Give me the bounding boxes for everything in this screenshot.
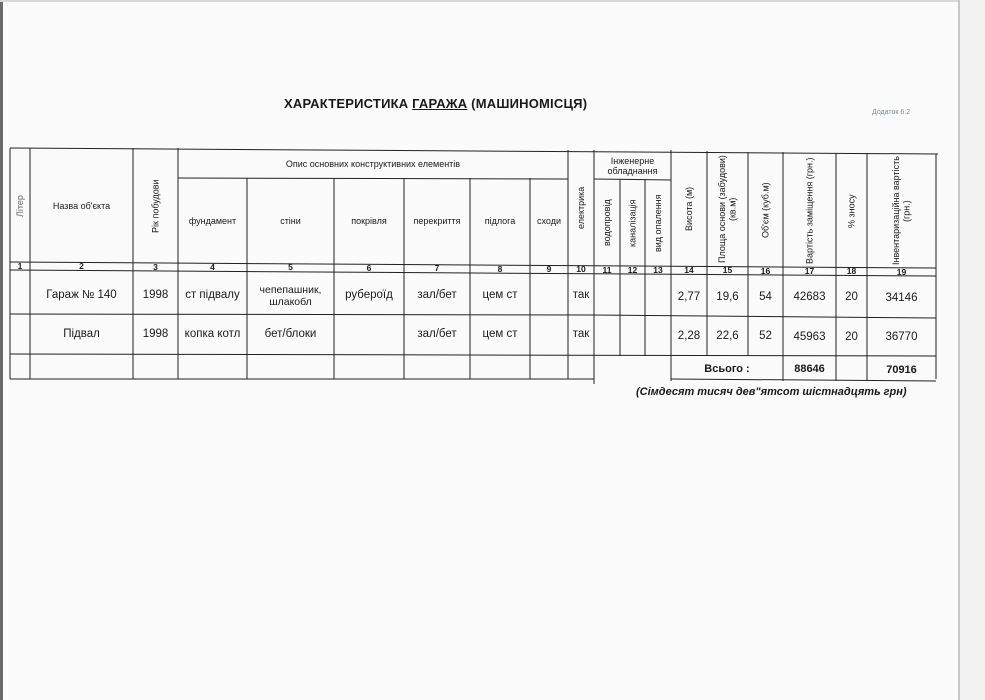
row1-foundation: ст підвалу [185,289,240,302]
row2-water [594,317,620,355]
row2-replacement: 45963 [793,331,826,344]
header-ceiling: перекриття [413,215,461,226]
header-description-group: Опис основних конструктивних елементів [285,158,461,169]
total-replacement: 88646 [794,362,825,375]
row1-ceiling: зал/бет [417,289,457,302]
header-inventory: Інвентаризаційна вартість (грн.) [891,156,912,266]
row1-water [594,278,620,316]
row2-electric: так [572,328,590,341]
header-replacement: Вартість заміщення (грн.) [804,157,815,264]
row1-height: 2,77 [677,291,701,304]
header-wear: % зносу [846,194,857,228]
row1-name: Гараж № 140 [46,289,117,302]
header-engineering-group: Інженерне обладнання [607,155,658,176]
col-number: 2 [79,260,84,271]
row2-sewer [620,317,645,355]
row1-area: 19,6 [716,291,739,304]
row2-name: Підвал [63,328,100,341]
header-heating: вид опалення [652,194,663,252]
row2-volume: 52 [759,330,772,343]
header-water: водопровід [601,199,612,247]
col-number: 17 [804,265,815,276]
row2-heating [645,317,671,355]
total-inventory: 70916 [886,363,917,376]
col-number: 1 [17,260,23,271]
col-number: 9 [546,263,552,274]
header-area: Площа основи (забудови) (кв.м) [717,155,738,264]
row2-stairs [530,316,568,354]
row2-floor: цем ст [482,328,518,341]
row2-inventory: 36770 [885,331,918,344]
col-number: 14 [684,264,694,275]
col-number: 7 [434,262,440,273]
col-number: 3 [153,261,158,272]
row1-roof: рубероїд [345,289,393,302]
col-number: 11 [602,264,612,275]
header-name: Назва об'єкта [52,200,111,211]
col-number: 15 [722,264,733,275]
row1-walls: чепепашник, шлакобл [259,283,322,308]
col-number: 4 [210,261,215,272]
col-number: 10 [576,263,586,274]
title-start: ХАРАКТЕРИСТИКА [284,96,413,111]
row2-wear: 20 [845,331,858,344]
header-height: Висота (м) [683,186,694,232]
header-roof: покрівля [351,215,387,226]
col-number: 13 [653,264,663,275]
header-volume: Об'єм (куб.м) [760,182,771,238]
header-floor: підлога [484,215,516,226]
row2-ceiling: зал/бет [417,328,457,341]
row2-roof [334,316,404,354]
header-foundation: фундамент [188,215,237,226]
row1-heating [645,278,671,316]
title-underlined: ГАРАЖА [412,96,468,111]
title-end: (МАШИНОМІСЦЯ) [467,96,588,111]
row1-sewer [620,278,645,316]
row1-electric: так [572,289,590,302]
row1-inventory: 34146 [885,292,918,305]
sum-in-words: (Сімдесят тисяч дев"ятсот шістнадцять грн) [636,386,907,398]
header-lit: Літер [14,195,25,217]
header-year: Рік побудови [150,179,161,233]
row2-area: 22,6 [716,330,739,343]
row1-floor: цем ст [482,289,518,302]
row1-replacement: 42683 [793,291,826,304]
col-number: 8 [497,263,503,274]
row1-volume: 54 [759,291,772,304]
col-number: 16 [760,265,771,276]
header-walls: стіни [280,215,301,226]
header-stairs: сходи [537,215,561,226]
row1-stairs [530,277,568,315]
col-number: 5 [288,261,293,272]
row2-height: 2,28 [677,330,701,343]
col-number: 12 [627,264,638,275]
row2-year: 1998 [142,328,169,341]
row1-year: 1998 [142,289,169,302]
col-number: 19 [896,266,907,277]
appendix-label: Додаток 6.2 [872,109,911,116]
row2-walls: бет/блоки [264,328,317,341]
header-sewer: каналізація [627,199,638,247]
col-number: 6 [366,262,372,273]
header-electric: електрика [575,186,586,229]
col-number: 18 [846,265,857,276]
row2-foundation: копка котл [184,328,241,341]
total-label: Всього : [704,362,750,375]
row1-wear: 20 [845,291,858,304]
